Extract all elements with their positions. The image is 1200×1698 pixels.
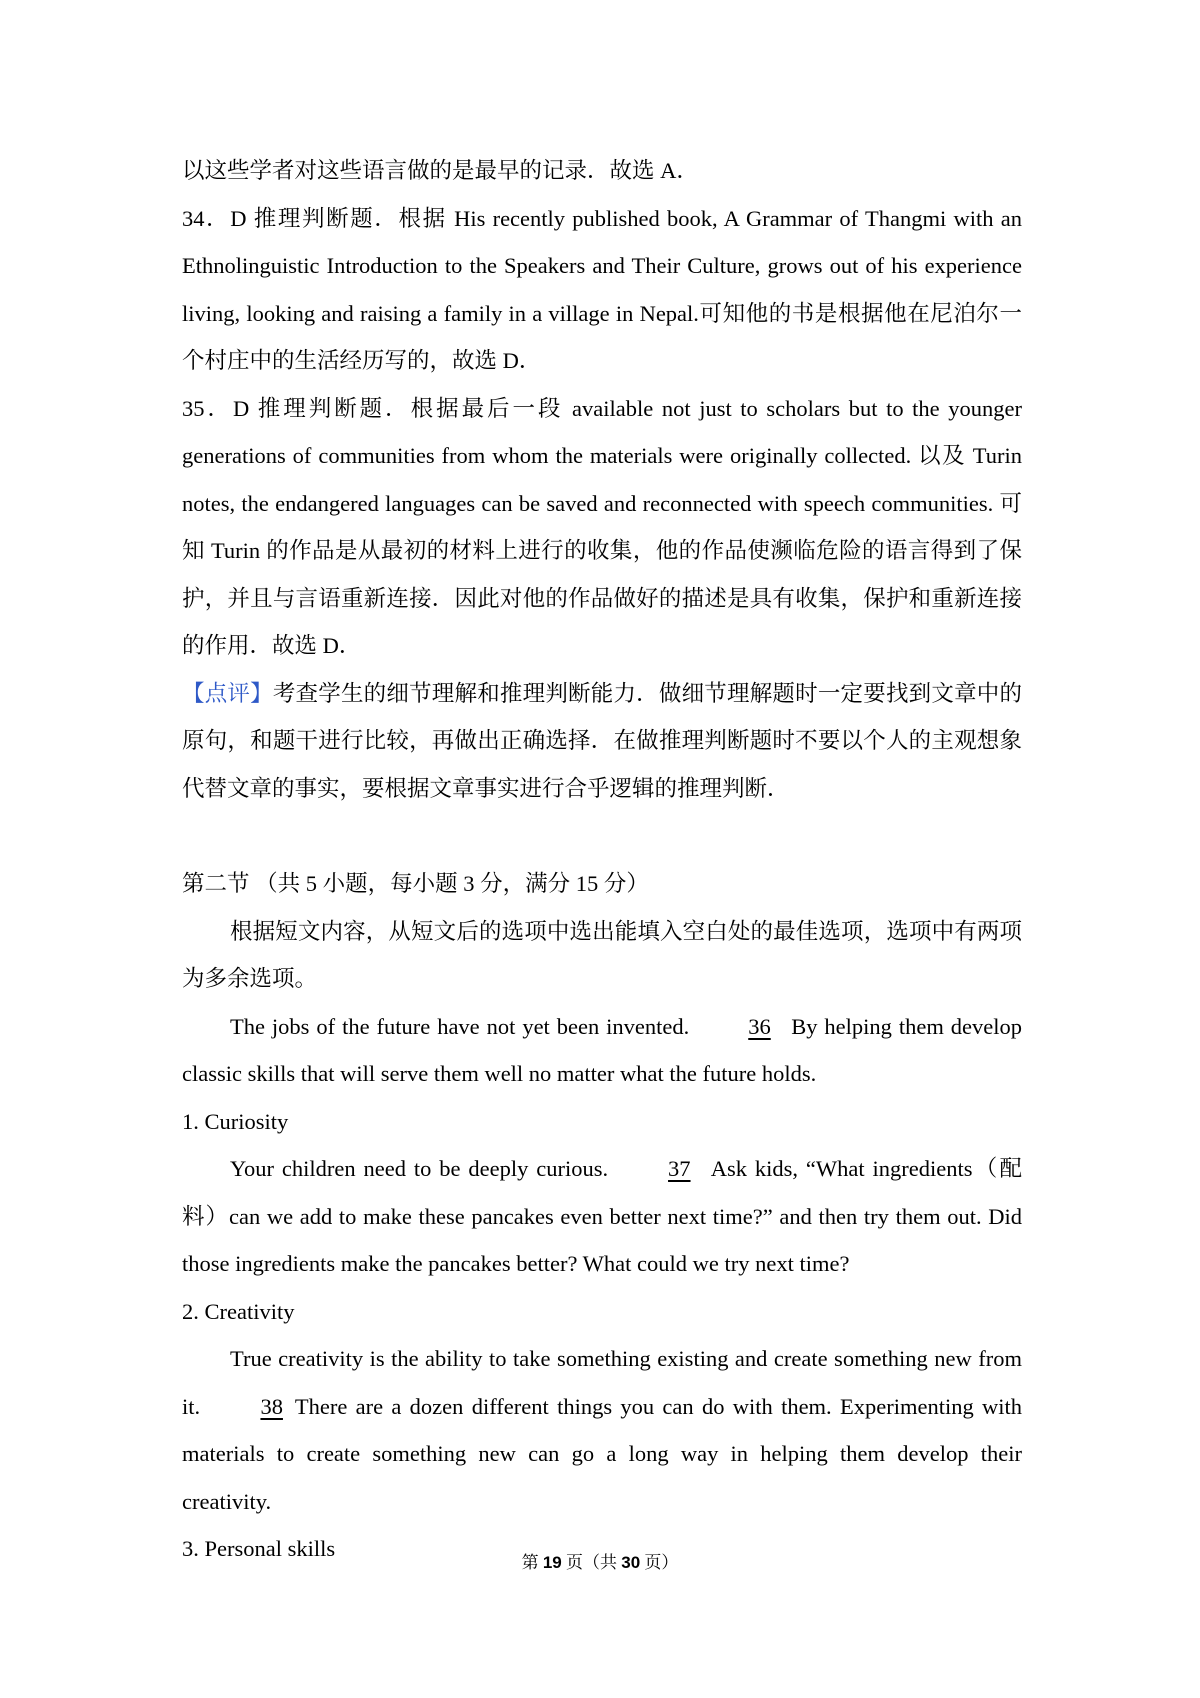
creativity-text: True creativity is the ability to take something existing and create something new from it. [182,1346,1022,1419]
curiosity-text-after: Ask kids, “What ingredients（配料）can we add to make these pancakes even better next time?” and then try them out. Did those ingredients make the pancakes better? What could we try next time? [182,1156,1023,1276]
comment-label: 【点评】 [182,680,273,706]
comment-text: 考查学生的细节理解和推理判断能力．做细节理解题时一定要找到文章中的原句，和题干进行比较，再做出正确选择．在做推理判断题时不要以个人的主观想象代替文章的事实，要根据文章事实进行合乎逻辑的推理判断． [182,680,1022,801]
heading-curiosity: 1. Curiosity [182,1108,289,1134]
page-number: 19 [542,1553,562,1572]
intro-text: The jobs of the future have not yet been invented. [230,1013,690,1039]
page-total: 30 [621,1553,641,1572]
heading-creativity: 2. Creativity [182,1298,295,1324]
section-heading: 第二节 （共 5 小题，每小题 3 分，满分 15 分） [182,871,649,896]
comment [182,670,1022,813]
intro-text-after: By helping them develop classic skills that will serve them well no matter what the future holds. [182,1013,1022,1086]
section-instructions: 根据短文内容，从短文后的选项中选出能填入空白处的最佳选项，选项中有两项为多余选项。 [182,918,1022,991]
answer-33-tail: 以这些学者对这些语言做的是最早的记录．故选 A． [182,158,699,183]
page-footer [0,1551,1200,1575]
answer-34: 34．D 推理判断题．根据 His recently published book, A Grammar of Thangmi with an Ethnolinguistic Introduction to the Speakers and Their Culture, grows out of his experience living, looking and raising a family in a village in Nepal.可知他的书是根据他在尼泊尔一个村庄中的生活经历写的，故选 D． [182,205,1022,373]
passage-intro [182,1003,1022,1098]
blank-37: 37 [668,1156,691,1181]
creativity-text-after: There are a dozen different things you can do with them. Experimenting with materials to create something new can go a long way in helping them develop their creativity. [182,1393,1023,1514]
footer-suffix: 页） [640,1553,679,1572]
footer-middle: 页（共 [561,1553,622,1572]
footer-prefix: 第 [521,1553,543,1572]
heading-personal-skills: 3. Personal skills [182,1536,336,1561]
answer-35: 35．D 推理判断题．根据最后一段 available not just to scholars but to the younger generations of communities from whom the materials were originally collected. 以及 Turin notes, the endangered languages can be saved and reconnected with speech communities. 可知 Turin 的作品是从最初的材料上进行的收集，他的作品使濒临危险的语言得到了保护，并且与言语重新连接．因此对他的作品做好的描述是具有收集，保护和重新连接的作用．故选 D． [182,395,1022,658]
paragraph-curiosity [182,1145,1022,1288]
blank-36: 36 [748,1013,771,1039]
spacer [182,812,1022,860]
paragraph-creativity [182,1335,1022,1525]
blank-38: 38 [260,1393,283,1419]
page-content [182,147,1022,1573]
curiosity-text: Your children need to be deeply curious. [230,1156,609,1181]
